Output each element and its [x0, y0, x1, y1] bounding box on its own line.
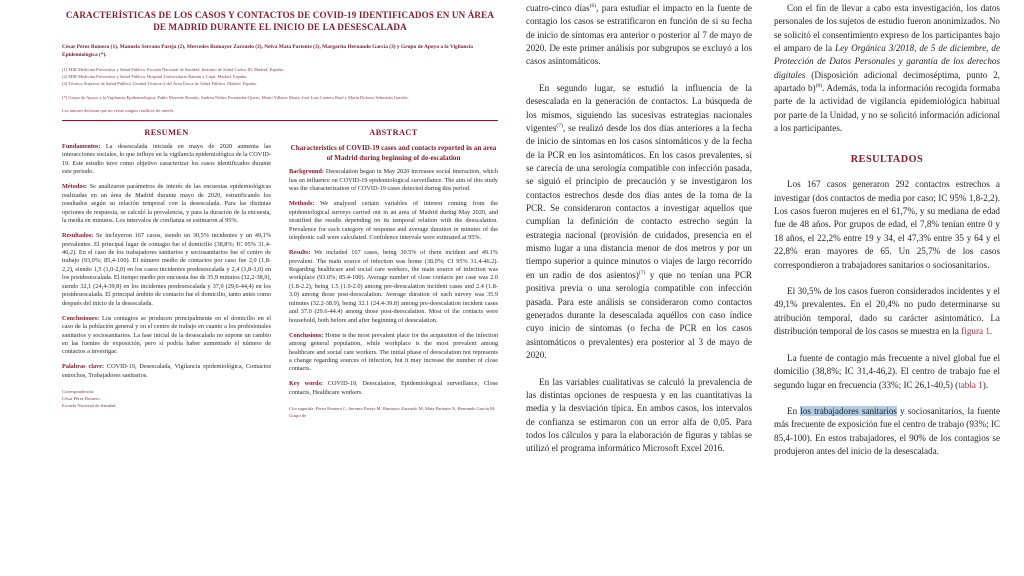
- abstract-methods-text: We analyzed certain variables of interest coming from the epidemiological surveys carried out in an area of Madrid during May 2020, and stratified the results depending on its temporal relation with the deescalation. Prevalence for each category of response and average duration in minutes of the telephonic call were calculated. Confidence intervals were estimated at 95%.: [289, 200, 498, 242]
- citation-marker: (7): [638, 269, 646, 276]
- resultados-heading: RESULTADOS: [850, 154, 924, 166]
- ethics-paragraph: [774, 2, 1000, 135]
- law-reference-italic: Ley Orgánica 3/2018, de 5 de diciembre, de Protección de Datos Personales y garantía de los derechos digitales: [774, 43, 1000, 80]
- resumen-palabras-clave: [62, 363, 271, 380]
- citation-marker: (6): [589, 2, 597, 9]
- table-1-reference[interactable]: tabla 1: [958, 379, 983, 390]
- page-title: CARACTERÍSTICAS DE LOS CASOS Y CONTACTOS DE COVID-19 IDENTIFICADOS EN UN ÁREA DE MADRID DURANTE EL INICIO DE LA DESESCALADA: [65, 10, 495, 33]
- abstract-conclusions-label: Conclusions:: [289, 331, 324, 339]
- methods-paragraph-3: En las variables cualitativas se calculó la prevalencia de las distintas opciones de respuesta y en las cuantitativas la media y la desviación típica. En ambos casos, los intervalos de confianza se estimaron con un error alfa de 0,05. Para todos los cálculos y para la elaboración de figuras y tablas se utilizó el programa informático Microsoft Excel 2016.: [526, 376, 752, 454]
- resumen-resultados-text: Se incluyeron 167 casos, siendo un 30,5% incidentes y un 49,1% prevalentes. El principal lugar de contagio fue el domicilio (38,8%; IC 95% 31,4-46,2). En el caso de los trabajadores sanitarios y sociosanitarios fue el centro de trabajo (93,0%; 85,4-100). El número medio de contactos por caso fue 2,0 (1,8-2,2), siendo 1,5 (1,0-2,0) en los casos incidentes predesescalada y 2,4 (1,8-3,0) en los postdesescalada. El tiempo medio por encuesta fue de 35,9 minutos (32,2-38,9), siendo 32,1 (24,4-39,8) en los incidentes predesescalada y 37,0 (29,6-44,4) en los postdesescalada. El principal ámbito de contacto fue el domicilio, tanto antes como después del inicio de la desescalada.: [62, 232, 271, 307]
- results-p2-b: .: [989, 326, 993, 337]
- abstract-conclusions-text: Home is the most prevalent place for the acquisition of the infection among general population, while workplace is the most prevalent among healthcare and social care workers. The initial phase of deescalation not represents a change regarding sources of infection, but it may increase the number of close contacts.: [289, 331, 498, 373]
- methods-p2-b: , se realizó desde los dos días anteriores a la fecha de inicio de síntomas en los casos sintomáticos y de la fecha de la PCR en los asintomáticos. En los casos prevalentes, si se carecía de una serología compatible con infección pasada, se siguió el principio de precaución y se investigaron los contactos estrechos desde dos días antes de la toma de la PCR. Se consideraron contactos a investigar aquellos que cumplían la definición de contacto estrecho según la estrategia nacional (provisión de cuidados, presencia en el mismo lugar a una distancia menor de dos metros y por un tiempo superior a quince minutos o viajes de largo recorrido en un radio de dos asientos): [526, 123, 752, 280]
- methods-p1-rest: , para estudiar el impacto en la fuente de contagio los casos se estratificaron en función de si su fecha de inicio de síntomas era anterior o posterior al 7 de mayo de 2020. De este primer análisis por subgrupos se excluyó a los casos asintomáticos.: [526, 3, 752, 67]
- abstract-title: Characteristics of COVID-19 cases and contacts reported in an area of Madrid during beginning of de-escalation: [290, 144, 497, 163]
- abstract-key-words-text: COVID-19, Deescalation, Epidemiological surveillance, Close contacts, Healthcare workers.: [289, 380, 498, 396]
- affiliation-list: [62, 66, 498, 88]
- suggested-citation-label: Cita sugerida:: [289, 406, 315, 412]
- methods-paragraph-2: [526, 82, 752, 362]
- ethics-text-c: . Además, toda la información recogida formaba parte de la actividad de vigilancia epidemiológica habitual por parte de la Unidad, y no se solicitó información adicional a los participantes.: [774, 83, 1000, 134]
- resumen-metodos-label: Métodos:: [62, 183, 87, 191]
- affiliation-item: (2) MIR Medicina Preventiva y Salud Pública. Hospital Universitario Ramón y Cajal. Madrid. España.: [62, 74, 248, 80]
- resumen-fundamentos-text: La desescalada iniciada en mayo de 2020 aumenta las interacciones sociales, lo que influye en la vigilancia epidemiológica de la COVID-19. Este estudio tuvo como objetivo caracterizar los casos identificados durante este periodo.: [62, 143, 271, 176]
- resumen-resultados-label: Resultados:: [62, 232, 94, 240]
- correspondence-name: César Pérez Romero: [62, 395, 100, 401]
- results-p4-b: y sociosanitarios, la fuente más frecuente de exposición fue el centro de trabajo (93%; IC 85,4-100). En estos trabajadores, el 90% de los contagios se produjeron antes del inicio de la desescalada.: [774, 406, 1001, 457]
- citation-marker: (8): [815, 83, 823, 90]
- abstract-columns: [62, 128, 498, 419]
- resumen-metodos-text: Se analizaron parámetros de interés de las encuestas epidemiológicas realizadas en un área de Madrid durante mayo de 2020, estratificando los resultados según su relación temporal con la desescalada. Para las distintas opciones de respuesta, se calculó la prevalencia, y para la duración de la encuesta, la media en minutos. Los intervalos de confianza se estimaron al 95%.: [62, 183, 271, 225]
- results-paragraph-4: [774, 405, 1000, 458]
- correspondence-label: Correspondencia:: [62, 389, 95, 395]
- resumen-heading: RESUMEN: [144, 128, 189, 138]
- affiliation-item: (1) MIR Medicina Preventiva y Salud Pública. Escuela Nacional de Sanidad. Instituto de Salud Carlos III. Madrid. España.: [62, 67, 284, 72]
- results-p3-b: ).: [982, 379, 989, 390]
- abstract-methods: [289, 200, 498, 242]
- resumen-column: [62, 128, 271, 419]
- horizontal-rule: [62, 120, 498, 121]
- abstract-background: [289, 168, 498, 193]
- resumen-metodos: [62, 183, 271, 225]
- conflict-of-interest-note: Los autores declaran que no existe ningún conflicto de interés.: [62, 107, 175, 113]
- results-paragraph-2: [774, 285, 1000, 338]
- body-column-left: [526, 2, 752, 576]
- abstract-heading: ABSTRACT: [369, 128, 418, 138]
- resumen-resultados: [62, 232, 271, 308]
- results-p3-a: La fuente de contagio más frecuente a nivel global fue el domicilio (38,8%; IC 31,4-46,2). El centro de trabajo fue el segundo lugar en frecuencia (33%; IC 26,1-40,5) (: [774, 352, 1000, 390]
- citation-marker: (7): [556, 123, 563, 129]
- abstract-methods-label: Methods:: [289, 200, 315, 208]
- author-group-note: (*) Grupo de Apoyo a la Vigilancia Epidemiológica: Pablo Morente Rosado, Andrea Núñez Fernández-Quero, Mario Villares María, José Luis Cantero Raul y María Dolores Sebastián Garrido.: [62, 94, 409, 100]
- affiliation-item: (3) Técnico Superior de Salud Pública. Unidad Técnica-2 del Área Única de Salud Pública. Madrid. España.: [62, 81, 257, 87]
- abstract-background-text: Deescalation began in May 2020 increases social interaction, which has an influence on COVID-19 epidemiological surveillance. The aim of this study was the characterization of COVID-19 cases detected during this period.: [289, 168, 498, 193]
- resumen-conclusiones: [62, 315, 271, 357]
- methods-p2-a: En segundo lugar, se estudió la influencia de la desescalada en la generación de contactos. La búsqueda de los mismos, siguiendo las sucesivas estrategias nacionales vigentes: [526, 83, 752, 134]
- abstract-results: [289, 249, 498, 325]
- results-paragraph-1: Los 167 casos generaron 292 contactos estrechos a investigar (dos contactos de media por caso; IC 95% 1,8-2,2). Los casos fueron mujeres en el 61,7%, y su mediana de edad fue de 48 años. Por grupos de edad, el 7,8% tenían entre 0 y 18 años, el 22,2% entre 19 y 34, el 47,3% entre 35 y 64 y el 22,8% eran mayores de 65. Un 25,7% de los casos correspondieron a trabajadores sanitarios o sociosanitarios.: [774, 179, 1000, 270]
- results-paragraph-3: [774, 352, 1000, 392]
- abstract-key-words: [289, 380, 498, 397]
- resumen-conclusiones-text: Los contagios se producen principalmente en el domicilio en el caso de la población general y en el centro de trabajo en cuanto a los profesionales sanitarios y sociosanitarios. La fase inicial de la desescalada no supone un cambio en las fuentes de exposición, pero sí podría haber aumentado el número de contactos a investigar.: [62, 314, 271, 356]
- suggested-citation-text: Pérez Romero C, Serrano Pareja M, Rumayor Zarzuelo M, Mata Pariente N, Hernando García M, Grupo de: [289, 406, 496, 418]
- abstract-column: [289, 128, 498, 419]
- ethics-text-a: Con el fin de llevar a cabo esta investigación, los datos personales de los sujetos de estudio fueron anonimizados. No se solicitó el consentimiento expreso de los participantes bajo el amparo de la: [774, 3, 1000, 54]
- abstract-results-label: Results:: [289, 249, 311, 257]
- resumen-fundamentos: [62, 143, 271, 177]
- abstract-key-words-label: Key words:: [289, 380, 323, 388]
- correspondence-institution: Escuela Nacional de Sanidad: [62, 402, 116, 408]
- suggested-citation-block: [289, 406, 498, 419]
- abstract-background-label: Background:: [289, 168, 324, 176]
- resumen-fundamentos-label: Fundamentos:: [62, 143, 101, 151]
- results-p4-a: En: [787, 406, 801, 417]
- abstract-conclusions: [289, 332, 498, 374]
- abstract-results-text: We included 167 cases, being 30.5% of them incident and 49.1% prevalent. The main source of infection was home (38.0%; CI 95% 31.4-46.2). Regarding healthcare and social care workers, the main source of infection was workplace (93.0%; 85.4-100). Average number of close contacts per case was 2.0 (1.8-2.2), being 1.5 (1.0-2.0) among pre-deescalation incident cases and 2.4 (1.8-3.0) among those post-deescalation. Average duration of each survey was 35.9 minutes (32.2-38.9), being 32.1 (24.4-39.8) among pre-deescalation incident cases and 37.0 (29.6-44.4) among those post-deescalation. Most of the contacts were household, both before and after beginning of deescalation.: [289, 249, 498, 324]
- figure-1-reference[interactable]: figura 1: [961, 326, 990, 337]
- results-p2-a: El 30,5% de los casos fueron considerados incidentes y el 49,1% prevalentes. En el 20,4% no pudo determinarse su atribución temporal, dado su carácter asintomático. La distribución temporal de los casos se muestra en la: [774, 286, 1000, 337]
- resumen-palabras-clave-text: COVID-19, Desescalada, Vigilancia epidemiológica, Contactos estrechos, Trabajadores sanitarios.: [62, 363, 271, 379]
- ethics-text-b: (Disposición adicional decimoséptima, punto 2, apartado b): [774, 69, 1000, 94]
- right-page: [512, 0, 1024, 576]
- methods-p2-c: y que no tenían una PCR positiva previa o una serología compatible con infección pasada. Para este análisis se consideraron como contactos generados durante la desescalada aquéllos con caso índice cuyo inicio de síntomas (o fecha de PCR en los casos asintomáticos o prevalentes) era posterior al 3 de mayo de 2020.: [526, 269, 752, 360]
- body-column-right: [774, 2, 1000, 576]
- selected-text-highlight[interactable]: los trabajadores sanitarios: [800, 406, 897, 417]
- author-list: César Pérez Romero (1), Manuela Serrano Pareja (2), Mercedes Rumayor Zarzuelo (3), Nelva Mata Pariente (3), Margarita Hernando García (3) y Grupo de Apoyo a la Vigilancia Epidemiológica (*).: [62, 43, 474, 58]
- methods-p1-head: cuatro-cinco días: [526, 3, 590, 13]
- methods-paragraph-1: [526, 2, 752, 69]
- resumen-palabras-clave-label: Palabras clave:: [62, 363, 105, 371]
- resumen-conclusiones-label: Conclusiones:: [62, 314, 100, 322]
- correspondence-block: [62, 389, 271, 409]
